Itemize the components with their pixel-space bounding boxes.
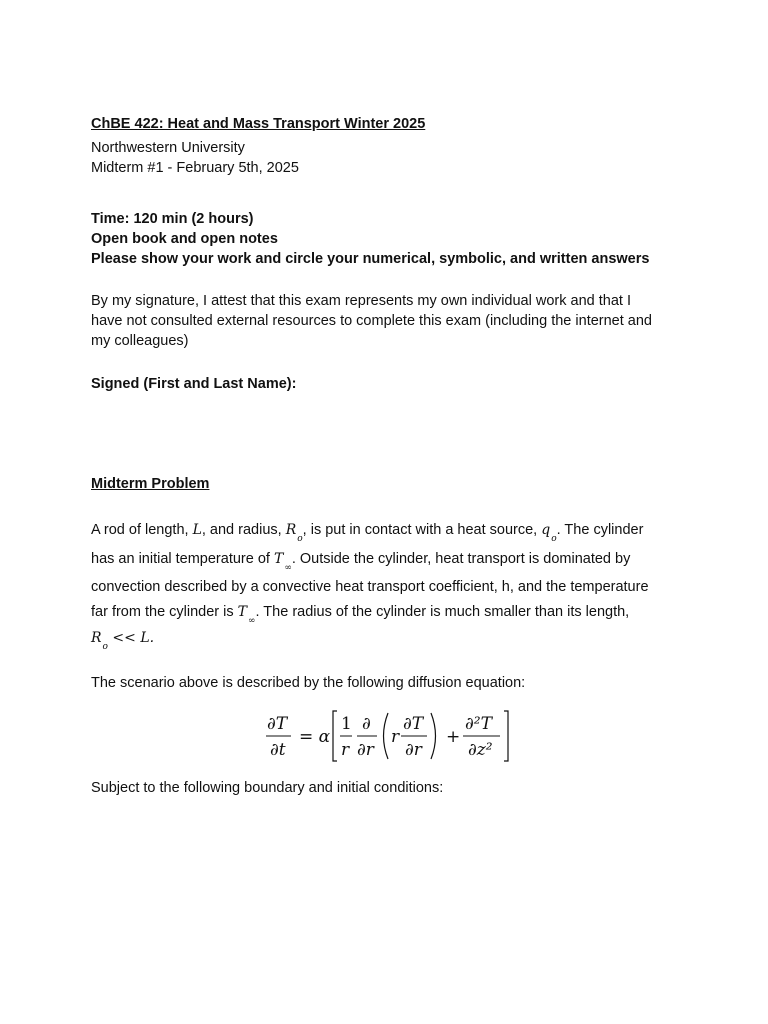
attestation-line: By my signature, I attest that this exam represents my own individual work and that I — [91, 293, 631, 309]
problem-statement — [91, 517, 691, 653]
problem-text: . The cylinder — [556, 522, 644, 538]
left-bracket — [333, 711, 337, 761]
radius-symbol: R — [91, 629, 102, 646]
problem-line — [91, 546, 691, 575]
problem-line — [91, 517, 691, 546]
temperature-subscript: ∞ — [284, 562, 292, 573]
length-symbol: L — [192, 522, 202, 538]
heat-source-subscript: o — [551, 534, 557, 544]
problem-line — [91, 625, 691, 654]
much-less-than: << — [107, 629, 141, 646]
time-limit: Time: 120 min (2 hours) — [91, 211, 254, 227]
eq-dr: ∂r — [357, 740, 374, 760]
eq-dr: ∂r — [405, 740, 422, 760]
eq-r: r — [341, 740, 350, 760]
problem-text: , is put in contact with a heat source, — [302, 522, 542, 538]
open-book-note: Open book and open notes — [91, 231, 278, 247]
problem-text: . The radius of the cylinder is much smaller than its length, — [255, 603, 630, 620]
header-info — [91, 138, 691, 178]
eq-equals-alpha: = α — [299, 727, 331, 747]
attestation-line: have not consulted external resources to complete this exam (including the internet and — [91, 313, 652, 329]
attestation-line: my colleagues) — [91, 333, 189, 349]
instructions — [91, 209, 691, 269]
eq-plus: + — [446, 727, 461, 747]
problem-line — [91, 601, 691, 625]
exam-date: Midterm #1 - February 5th, 2025 — [91, 160, 299, 176]
right-bracket — [504, 711, 508, 761]
heat-source-symbol: q — [541, 522, 551, 538]
problem-title: Midterm Problem — [91, 476, 210, 492]
eq-r-inner: r — [391, 727, 400, 747]
eq-dz2: ∂z² — [468, 740, 493, 760]
eq-d2T: ∂²T — [465, 714, 492, 734]
diffusion-equation — [255, 707, 515, 765]
equation-intro: The scenario above is described by the following diffusion equation: — [91, 675, 526, 691]
problem-text: . Outside the cylinder, heat transport is dominated by — [291, 550, 631, 567]
temperature-symbol: T — [273, 550, 284, 567]
show-work-note: Please show your work and circle your numerical, symbolic, and written answers — [91, 251, 650, 267]
eq-dt: ∂t — [270, 740, 286, 760]
problem-text: A rod of length, — [91, 522, 193, 538]
university-name: Northwestern University — [91, 140, 245, 156]
radius-symbol: R — [285, 522, 297, 538]
eq-d: ∂ — [362, 714, 371, 734]
equation-svg — [255, 707, 515, 765]
radius-subscript: o — [297, 534, 303, 544]
conditions-intro: Subject to the following boundary and initial conditions: — [91, 780, 444, 796]
right-paren — [431, 713, 436, 759]
problem-text: far from the cylinder is — [91, 603, 238, 620]
left-paren — [384, 713, 389, 759]
eq-dT: ∂T — [403, 714, 424, 734]
eq-dT: ∂T — [267, 714, 288, 734]
problem-text: , and radius, — [201, 522, 286, 538]
signature-label: Signed (First and Last Name): — [91, 376, 297, 392]
radius-subscript: o — [102, 641, 108, 652]
temperature-subscript: ∞ — [248, 615, 256, 626]
period: . — [149, 629, 155, 646]
attestation-paragraph — [91, 291, 691, 351]
eq-one: 1 — [341, 714, 352, 734]
course-title: ChBE 422: Heat and Mass Transport Winter 2025 — [91, 116, 426, 132]
problem-line: convection described by a convective heat transport coefficient, h, and the temperature — [91, 579, 649, 595]
temperature-symbol: T — [237, 603, 248, 620]
length-symbol: L — [140, 629, 150, 646]
problem-text: has an initial temperature of — [91, 550, 274, 567]
